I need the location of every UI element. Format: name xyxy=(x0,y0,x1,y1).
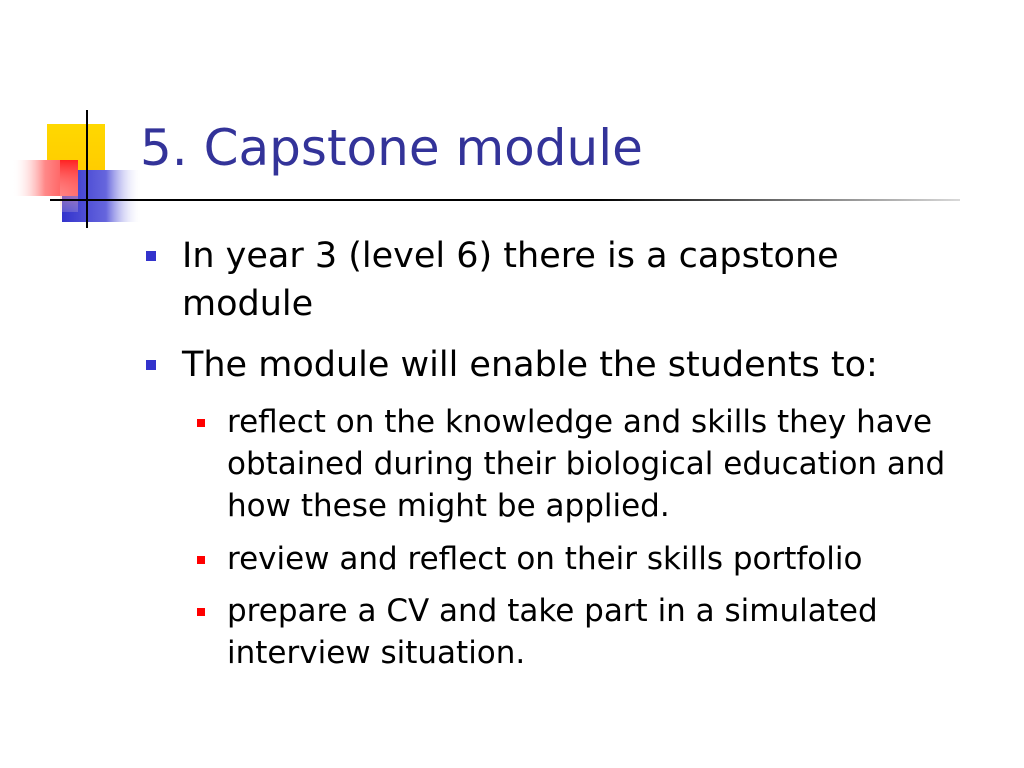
sub-bullet-text: review and reflect on their skills portfolio xyxy=(227,541,863,577)
bullet-text: In year 3 (level 6) there is a capstone module xyxy=(182,236,839,324)
square-bullet-icon xyxy=(146,360,156,370)
red-square-bullet-icon xyxy=(197,608,205,616)
sub-bullet-item xyxy=(197,538,997,580)
bullet-item xyxy=(146,232,976,328)
sub-bullet-text: prepare a CV and take part in a simulated interview situation. xyxy=(227,593,878,671)
sub-bullet-item xyxy=(197,401,997,527)
red-square-bullet-icon xyxy=(197,556,205,564)
slide-title: 5. Capstone module xyxy=(140,119,643,177)
sub-bullet-text: reflect on the knowledge and skills they have obtained during their biological education and how these might be applied. xyxy=(227,404,946,524)
bullet-text: The module will enable the students to: xyxy=(182,345,878,385)
red-square-bullet-icon xyxy=(197,419,205,427)
square-bullet-icon xyxy=(146,251,156,261)
bullet-item xyxy=(146,341,976,389)
sub-bullet-item xyxy=(197,590,997,674)
